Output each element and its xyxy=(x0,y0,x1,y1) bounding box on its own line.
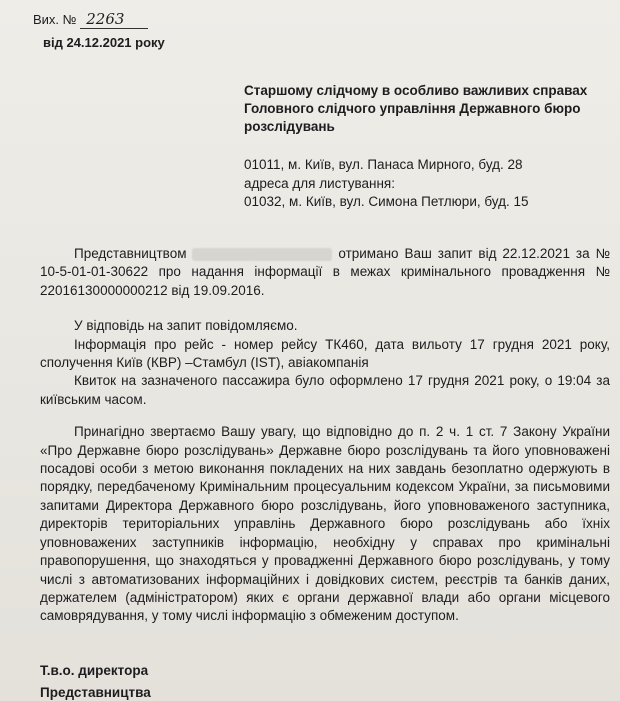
paragraph-legal-notice: Принагідно звертаємо Вашу увагу, що відповідно до п. 2 ч. 1 ст. 7 Закону України «Про Державне бюро розслідувань» Державне бюро розслідувань та його уповноважені посадові особи з метою виконання покладених на них завдань безоплатно одержують в порядку, передбаченому Кримінальним процесуальним кодексом України, за письмовими запитами Директора Державного бюро розслідувань, його уповноваженого заступника, директорів територіальних управлінь Державного бюро розслідувань або їхніх уповноважених заступників інформацію, необхідну у справах про кримінальні правопорушення, що знаходяться у провадженні Державного бюро розслідувань, у тому числі з автоматизованих інформаційних і довідкових систем, реєстрів та банків даних, держателем (адміністратором) яких є органи державної влади або органи місцевого самоврядування, у тому числі інформацію з обмеженим доступом. xyxy=(40,424,610,624)
signature-block xyxy=(40,660,151,701)
signature-title: Т.в.о. директора xyxy=(40,663,149,678)
outgoing-number-value: 2263 xyxy=(80,10,148,29)
signature-organization: Представництва xyxy=(40,685,151,700)
paragraph-response-intro: У відповідь на запит повідомляємо. xyxy=(74,318,298,334)
outgoing-number-label: Вих. № xyxy=(33,12,77,27)
paragraph-ticket: Квиток на зазначеного пассажира було оформлено 17 грудня 2021 року, о 19:04 за київським часом. xyxy=(40,373,610,407)
addressee-block xyxy=(244,82,614,136)
paragraph-request xyxy=(40,245,610,300)
address-line-3: 01032, м. Київ, вул. Симона Петлюри, буд. 15 xyxy=(244,194,529,209)
paragraph-flight-info-text: Інформація про рейс - номер рейсу ТК460, дата вильоту 17 грудня 2021 року, сполучення Київ (КВР) –Стамбул (IST), авіакомпанія xyxy=(40,336,610,371)
address-block xyxy=(244,156,614,212)
outgoing-date: від 24.12.2021 року xyxy=(43,35,165,50)
paragraph-request-start: Представництвом xyxy=(74,246,187,261)
address-line-2: адреса для листування: xyxy=(244,175,395,191)
redacted-organization xyxy=(192,248,332,261)
letter-body xyxy=(40,245,610,626)
address-line-1: 01011, м. Київ, вул. Панаса Мирного, буд. 28 xyxy=(244,157,523,172)
addressee-line-1: Старшому слідчому в особливо важливих справах xyxy=(244,83,588,98)
paragraph-flight-info xyxy=(40,336,610,373)
outgoing-number xyxy=(33,10,148,29)
paragraph-request-rest: отримано Ваш запит від 22.12.2021 за № 10-5-01-01-30622 про надання інформації в межах кримінального провадження № 22016130000000212 від 19.09.2016. xyxy=(40,246,610,298)
addressee-line-2: Головного слідчого управління Державного бюро xyxy=(244,101,581,116)
addressee-line-3: розслідувань xyxy=(244,119,335,134)
